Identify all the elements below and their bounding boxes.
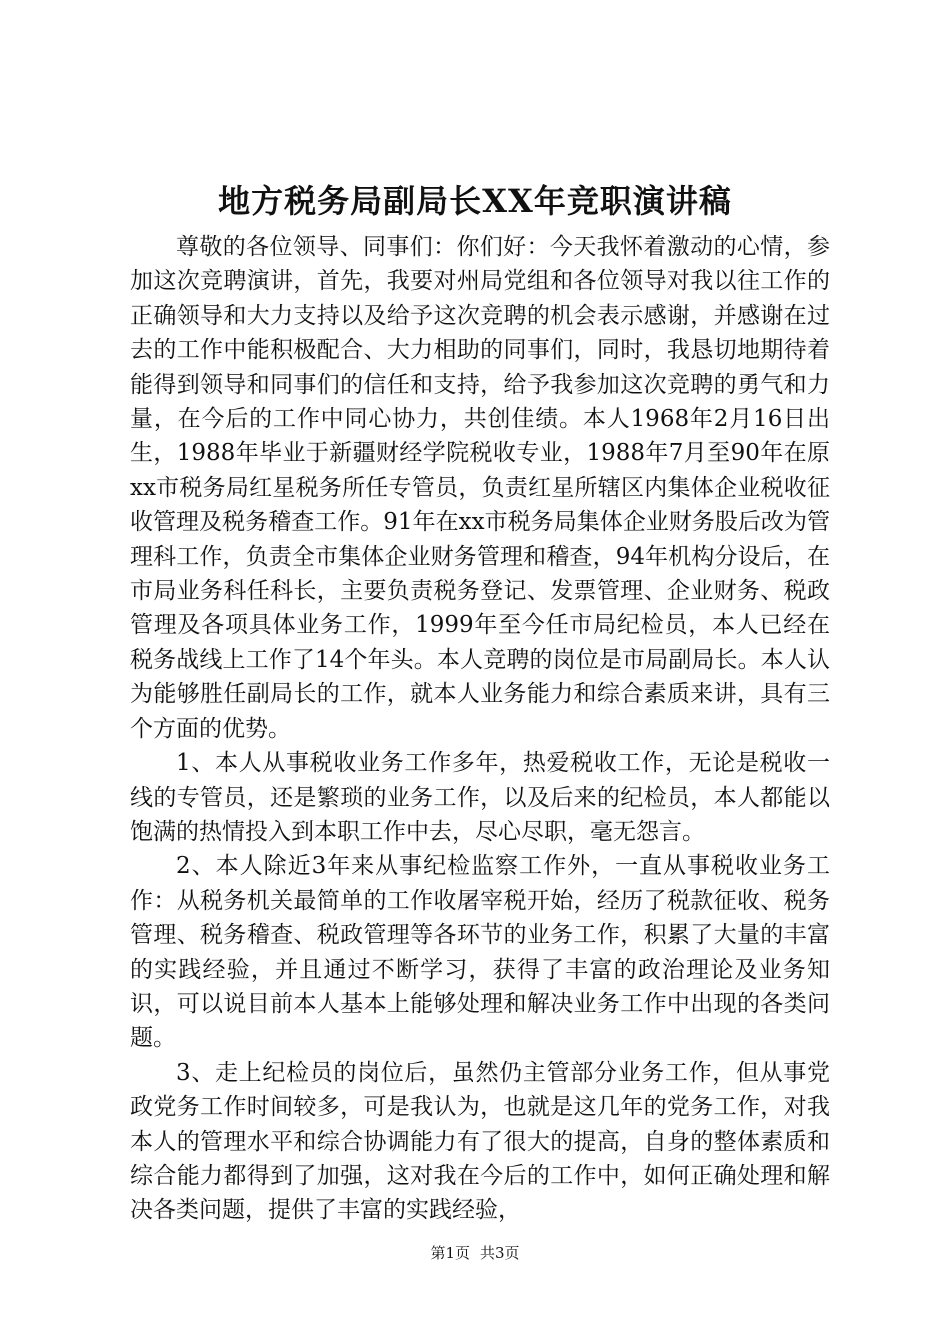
- paragraph-point-2: 2、本人除近3年来从事纪检监察工作外，一直从事税收业务工作：从税务机关最简单的工作收屠宰税开始，经历了税款征收、税务管理、税务稽查、税政管理等各环节的业务工作，积累了大量的丰富的实践经验，并且通过不断学习，获得了丰富的政治理论及业务知识，可以说目前本人基本上能够处理和解决业务工作中出现的各类问题。: [130, 853, 830, 1052]
- page-footer: [0, 1242, 950, 1264]
- paragraph-point-1: 1、本人从事税收业务工作多年，热爱税收工作，无论是税收一线的专管员，还是繁琐的业务工作，以及后来的纪检员，本人都能以饱满的热情投入到本职工作中去，尽心尽职，毫无怨言。: [130, 750, 830, 845]
- page-number: 第1页: [430, 1244, 470, 1262]
- page-total: 共3页: [480, 1244, 520, 1262]
- document-title: 地方税务局副局长XX年竞职演讲稿: [218, 182, 732, 220]
- paragraph-intro: 尊敬的各位领导、同事们：你们好：今天我怀着激动的心情，参加这次竞聘演讲，首先，我要对州局党组和各位领导对我以往工作的正确领导和大力支持以及给予这次竞聘的机会表示感谢，并感谢在过去的工作中能积极配合、大力相助的同事们，同时，我恳切地期待着能得到领导和同事们的信任和支持，给予我参加这次竞聘的勇气和力量，在今后的工作中同心协力，共创佳绩。本人1968年2月16日出生，1988年毕业于新疆财经学院税收专业，1988年7月至90年在原xx市税务局红星税务所任专管员，负责红星所辖区内集体企业税收征收管理及税务稽查工作。91年在xx市税务局集体企业财务股后改为管理科工作，负责全市集体企业财务管理和稽查，94年机构分设后，在市局业务科任科长，主要负责税务登记、发票管理、企业财务、税政管理及各项具体业务工作，1999年至今任市局纪检员，本人已经在税务战线上工作了14个年头。本人竞聘的岗位是市局副局长。本人认为能够胜任副局长的工作，就本人业务能力和综合素质来讲，具有三个方面的优势。: [130, 234, 830, 742]
- document-body: [130, 230, 830, 1228]
- paragraph-point-3: 3、走上纪检员的岗位后，虽然仍主管部分业务工作，但从事党政党务工作时间较多，可是我认为，也就是这几年的党务工作，对我本人的管理水平和综合协调能力有了很大的提高，自身的整体素质和综合能力都得到了加强，这对我在今后的工作中，如何正确处理和解决各类问题，提供了丰富的实践经验，: [130, 1059, 830, 1224]
